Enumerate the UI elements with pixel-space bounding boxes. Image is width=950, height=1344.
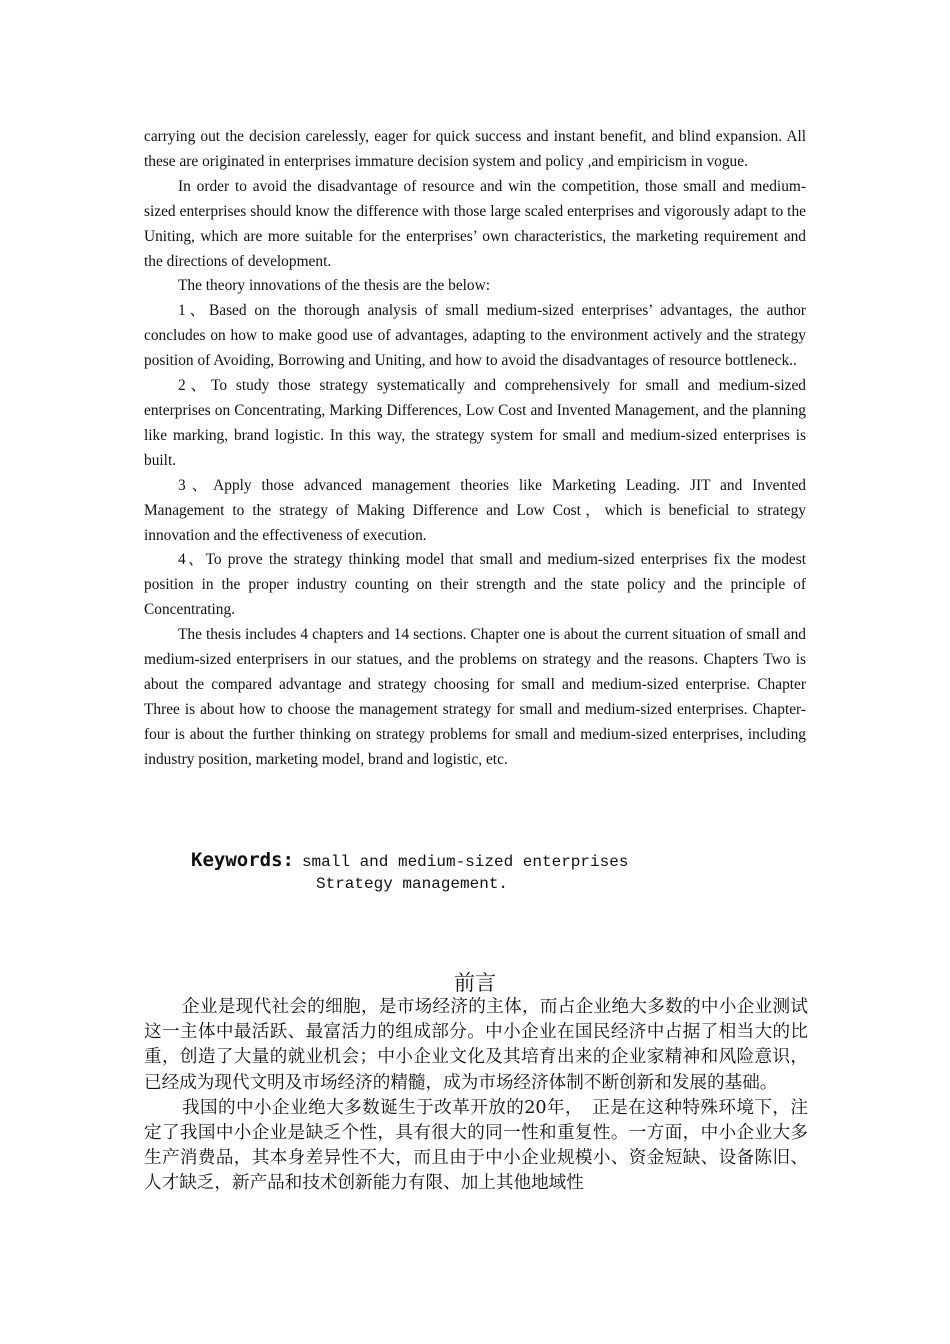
innovation-item: 4、To prove the strategy thinking model that small and medium-sized enterprises fix the modest position in the proper industry counting on their strength and the state policy and the principle of Concentrating. xyxy=(144,551,806,619)
innovation-item: 2、To study those strategy systematically and comprehensively for small and medium-sized enterprises on Concentrating, Marking Differences, Low Cost and Invented Management, and the planning like marking, brand logistic. In this way, the strategy system for small and medium-sized enterprises is built. xyxy=(144,377,806,469)
abstract-paragraph: In order to avoid the disadvantage of resource and win the competition, those small and medium-sized enterprises should know the difference with those large scaled enterprises and vigorously adapt to the Uniting, which are more suitable for the enterprises’ own characteristics, the marketing requirement and the directions of development. xyxy=(144,177,806,270)
preface-paragraph: 我国的中小企业绝大多数诞生于改革开放的20年， 正是在这种特殊环境下，注定了我国中小企业是缺乏个性，具有很大的同一性和重复性。一方面，中小企业大多生产消费品，其本身差异性不大，而且由于中小企业规模小、资金短缺、设备陈旧、人才缺乏，新产品和技术创新能力有限、加上其他地域性 xyxy=(144,1097,808,1194)
keywords-label: Keywords: xyxy=(191,849,294,871)
keyword-item: Strategy management. xyxy=(316,875,509,893)
innovation-item: 1、Based on the thorough analysis of small medium-sized enterprises’ advantages, the author concludes on how to make good use of advantages, adapting to the environment actively and the strategy position of Avoiding, Borrowing and Uniting, and how to avoid the disadvantages of resource bottleneck.. xyxy=(144,302,806,370)
english-abstract xyxy=(144,125,806,773)
keyword-item: small and medium-sized enterprises xyxy=(301,853,629,871)
abstract-paragraph: carrying out the decision carelessly, eager for quick success and instant benefit, and blind expansion. All these are originated in enterprises immature decision system and policy ,and empiricism in vogue. xyxy=(144,128,806,170)
keywords-block xyxy=(191,848,751,896)
preface-paragraph: 企业是现代社会的细胞，是市场经济的主体，而占企业绝大多数的中小企业测试这一主体中最活跃、最富活力的组成部分。中小企业在国民经济中占据了相当大的比重，创造了大量的就业机会；中小企业文化及其培育出来的企业家精神和风险意识，已经成为现代文明及市场经济的精髓，成为市场经济体制不断创新和发展的基础。 xyxy=(144,997,808,1093)
innovation-item: 3、Apply those advanced management theories like Marketing Leading. JIT and Invented Management to the strategy of Making Difference and Low Cost，which is beneficial to strategy innovation and the effectiveness of execution. xyxy=(144,476,806,544)
preface-body xyxy=(144,995,808,1197)
preface-title: 前言 xyxy=(454,971,496,995)
abstract-paragraph: The theory innovations of the thesis are the below: xyxy=(178,277,491,295)
abstract-paragraph: The thesis includes 4 chapters and 14 sections. Chapter one is about the current situation of small and medium-sized enterprisers in our statues, and the problems on strategy and the reasons. Chapters Two is about the compared advantage and strategy choosing for small and medium-sized enterprise. Chapter Three is about how to choose the management strategy for small and medium-sized enterprises. Chapter-four is about the further thinking on strategy problems for small and medium-sized enterprises, including industry position, marketing model, brand and logistic, etc. xyxy=(144,626,806,768)
